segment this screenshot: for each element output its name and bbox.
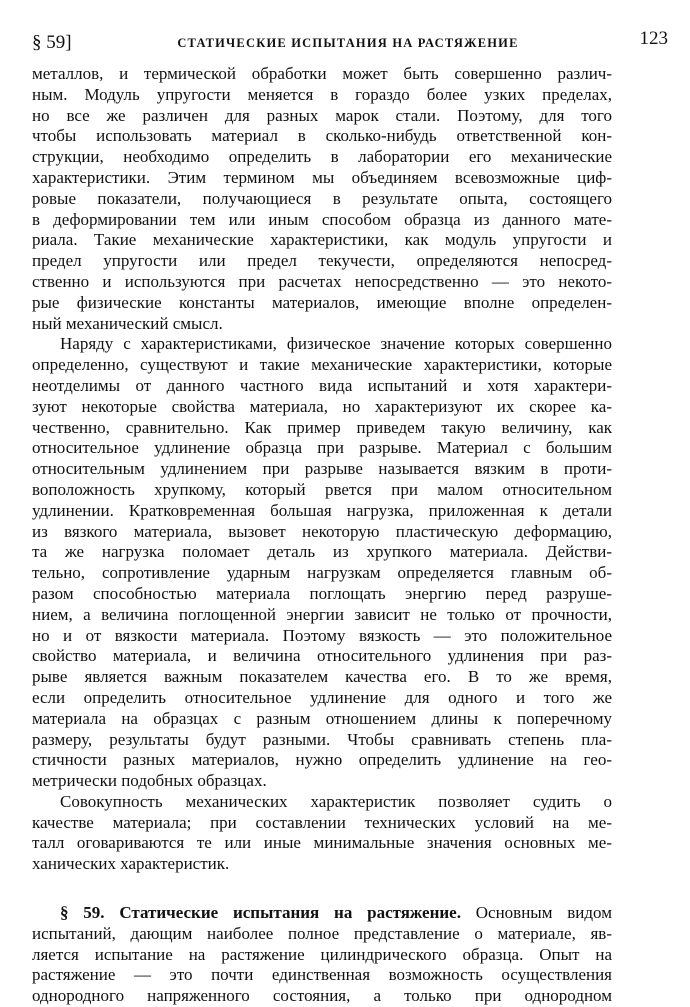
text-line: но и от вязкости материала. Поэтому вязкость — это положительное — [32, 625, 612, 645]
text-line: Наряду с характеристиками, физическое значение которых совершенно — [60, 334, 612, 354]
text-line: однородного напряженного состояния, а только при однородном — [32, 986, 612, 1006]
text-line: рые физические константы материалов, имеющие вполне определен- — [32, 292, 612, 312]
text-line: определенно, существуют и такие механические характеристики, которые — [32, 355, 612, 375]
text-line: талл оговариваются те или иные минимальные значения основных ме- — [32, 833, 612, 853]
text-line: качестве материала; при составлении технических условий на ме- — [32, 812, 612, 832]
text-line: чественно, сравнительно. Как пример приведем такую величину, как — [32, 417, 612, 437]
section-59 — [32, 903, 612, 1007]
text-line: размеру, результаты будут разными. Чтобы сравнивать степень пла- — [32, 729, 612, 749]
text-line: растяжение — это почти единственная возможность осуществления — [32, 965, 612, 985]
text-line: в деформировании тем или иным способом образца из данного мате- — [32, 209, 612, 229]
text-line: из вязкого материала, вызовет некоторую пластическую деформацию, — [32, 521, 612, 541]
text-line: испытаний, дающим наиболее полное представление о материале, яв- — [32, 923, 612, 943]
text-line: метрически подобных образцах. — [32, 771, 267, 791]
text-line: если определить относительное удлинение для одного и того же — [32, 687, 612, 707]
running-header — [32, 28, 668, 56]
section-spacer — [32, 875, 612, 903]
header-running-title: СТАТИЧЕСКИЕ ИСПЫТАНИЯ НА РАСТЯЖЕНИЕ — [177, 36, 519, 50]
text-line: струкции, необходимо определить в лаборатории его механические — [32, 147, 612, 167]
text-line: свойство материала, и величина относительного удлинения при раз- — [32, 646, 612, 666]
text-line: тельно, сопротивление ударным нагрузкам определяется главным об- — [32, 563, 612, 583]
body-text — [32, 64, 612, 1007]
paragraph-3 — [32, 792, 612, 875]
text-line: относительным удлинением при разрыве называется вязким в проти- — [32, 459, 612, 479]
text-line: риала. Такие механические характеристики, как модуль упругости и — [32, 230, 612, 250]
page-number: 123 — [639, 28, 668, 49]
text-line: ровые показатели, получающиеся в результате опыта, состоящего — [32, 188, 612, 208]
section-first-line — [32, 903, 612, 924]
section-first-line-rest: Основным видом — [475, 903, 612, 923]
text-line: нием, а величина поглощенной энергии зависит не только от прочности, — [32, 604, 612, 624]
header-section-ref: § 59] — [32, 32, 72, 53]
text-line: характеристики. Этим термином мы объединяем всевозможные циф- — [32, 167, 612, 187]
text-line: ственно и используются при расчетах непосредственно — это некото- — [32, 271, 612, 291]
text-line: та же нагрузка поломает деталь из хрупкого материала. Действи- — [32, 542, 612, 562]
text-line: зуют некоторые свойства материала, но характеризуют их скорее ка- — [32, 396, 612, 416]
text-line: ный механический смысл. — [32, 313, 223, 333]
section-heading: § 59. Статические испытания на растяжение. — [60, 903, 461, 923]
text-line: материала на образцах с разным отношением длины к поперечному — [32, 708, 612, 728]
text-line: ным. Модуль упругости меняется в гораздо более узких пределах, — [32, 84, 612, 104]
text-line: ляется испытание на растяжение цилиндрического образца. Опыт на — [32, 944, 612, 964]
text-line: ханических характеристик. — [32, 854, 230, 874]
text-line: неотделимы от данного частного вида испытаний и хотя характери- — [32, 375, 612, 395]
text-line: металлов, и термической обработки может быть совершенно различ- — [32, 64, 612, 83]
text-line: относительное удлинение образца при разрыве. Материал с большим — [32, 438, 612, 458]
text-line: воположность хрупкому, который рвется при малом относительном — [32, 479, 612, 499]
text-line: стичности разных материалов, нужно определить удлинение на гео- — [32, 750, 612, 770]
text-line: удлинении. Кратковременная большая нагрузка, приложенная к детали — [32, 500, 612, 520]
text-line: предел упругости или предел текучести, определяются непосред- — [32, 251, 612, 271]
text-line: но все же различен для разных марок стали. Поэтому, для того — [32, 105, 612, 125]
text-line: чтобы использовать материал в сколько-нибудь ответственной кон- — [32, 126, 612, 146]
text-line: рыве является важным показателем качества его. В то же время, — [32, 667, 612, 687]
paragraph-2 — [32, 334, 612, 792]
text-line: разом способностью материала поглощать энергию перед разруше- — [32, 583, 612, 603]
text-line: Совокупность механических характеристик позволяет судить о — [60, 791, 612, 811]
paragraph-1 — [32, 64, 612, 334]
